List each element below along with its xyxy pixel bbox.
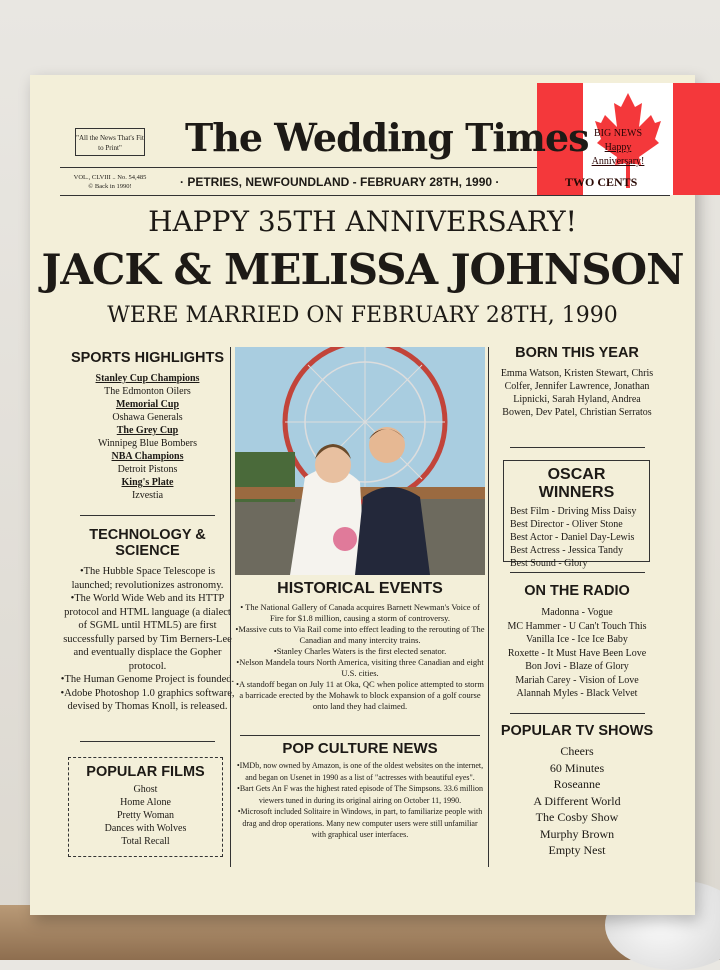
oscar-item: Best Film - Driving Miss Daisy — [510, 506, 637, 517]
happy-anniversary-link: Happy Anniversary! — [591, 142, 645, 167]
couple-names: JACK & MELISSA JOHNSON — [41, 245, 684, 294]
sports-section — [60, 350, 235, 502]
married-date: WERE MARRIED ON FEBRUARY 28TH, 1990 — [107, 303, 618, 328]
radio-item: Roxette - It Must Have Been Love — [507, 647, 647, 659]
sports-category: Stanley Cup Champions — [95, 373, 200, 384]
tv-show-item: Empty Nest — [548, 843, 606, 857]
pop-culture-item: •Microsoft included Solitaire in Windows, in part, to familiarize people with drag and drop operations. Many new computer users were still unfamiliar with graphical user interfaces. — [237, 807, 483, 839]
historical-item: •Stanley Charles Waters is the first elected senator. — [273, 646, 447, 656]
tech-item: •Adobe Photoshop 1.0 graphics software, devised by Thomas Knoll, is released. — [60, 687, 235, 712]
motto-box: "All the News That's Fit to Print" — [75, 128, 145, 156]
column-divider — [230, 347, 231, 867]
film-item: Dances with Wolves — [104, 823, 187, 834]
sports-category: The Grey Cup — [116, 425, 179, 436]
radio-section — [492, 583, 662, 701]
volume-info — [70, 173, 150, 191]
tv-section — [492, 723, 662, 859]
oscar-box — [503, 460, 650, 569]
divider — [60, 195, 670, 196]
sports-heading — [60, 398, 235, 411]
sports-heading — [60, 424, 235, 437]
oscar-item: Best Actress - Jessica Tandy — [510, 545, 623, 556]
historical-item: •Massive cuts to Via Rail come into effect leading to the rerouting of The Canadian and many intercity trains. — [235, 624, 485, 645]
column-divider — [488, 347, 489, 867]
films-box — [68, 757, 223, 857]
divider — [510, 713, 645, 714]
sports-winner: Izvestia — [131, 490, 164, 501]
newspaper-print — [30, 75, 695, 915]
radio-item: Bon Jovi - Blaze of Glory — [525, 661, 629, 672]
anniversary-headline: HAPPY 35TH ANNIVERSARY! — [148, 205, 577, 238]
sports-category: NBA Champions — [111, 451, 184, 462]
tv-show-item: The Cosby Show — [535, 810, 619, 824]
big-news-label: BIG NEWS — [593, 128, 643, 139]
sports-winner: Winnipeg Blue Bombers — [97, 438, 198, 449]
historical-item: • The National Gallery of Canada acquires Barnett Newman's Voice of Fire for $1.8 million, causing a storm of controversy. — [240, 602, 480, 623]
radio-item: Alannah Myles - Black Velvet — [516, 688, 638, 699]
pop-culture-item: •IMDb, now owned by Amazon, is one of the oldest websites on the internet, and began on Usenet in 1990 as a list of "actresses with beautiful eyes". — [236, 761, 484, 782]
section-title: HISTORICAL EVENTS — [277, 580, 443, 597]
born-section — [492, 345, 662, 419]
sports-winner: The Edmonton Oilers — [104, 386, 191, 397]
pop-culture-section — [235, 740, 485, 841]
section-title: POP CULTURE NEWS — [282, 740, 438, 757]
historical-item: •Nelson Mandela tours North America, visiting three Canadian and eight U.S. cities. — [236, 657, 484, 678]
volume-number: VOL., CLVIII .. No. 54,485 — [73, 174, 147, 181]
pop-culture-item: •Bart Gets An F was the highest rated episode of The Simpsons. 33.6 million viewers tuned in during its original airing on October 11, 1990. — [237, 784, 483, 805]
sports-winner: Detroit Pistons — [117, 464, 178, 475]
oscar-item: Best Director - Oliver Stone — [510, 519, 623, 530]
oscar-item: Best Actor - Daniel Day-Lewis — [510, 532, 635, 543]
oscar-item: Best Sound - Glory — [510, 558, 588, 569]
tech-item: •The Human Genome Project is founded. — [60, 674, 235, 685]
born-list: Emma Watson, Kristen Stewart, Chris Colfer, Jennifer Lawrence, Jonathan Lipnicki, Sarah Hyland, Andrea Bowen, Dev Patel, Christian Serratos — [500, 368, 654, 418]
section-title: OSCAR WINNERS — [538, 466, 615, 501]
radio-item: Vanilla Ice - Ice Ice Baby — [526, 634, 628, 645]
historical-section — [235, 580, 485, 712]
section-title: TECHNOLOGY & SCIENCE — [89, 527, 206, 559]
tv-show-item: 60 Minutes — [549, 760, 605, 775]
tech-section — [60, 527, 235, 714]
section-title: ON THE RADIO — [524, 583, 630, 599]
sports-category: King's Plate — [121, 477, 174, 488]
back-note: © Back in 1990! — [88, 183, 132, 190]
big-news — [578, 127, 658, 169]
tv-show-item: Cheers — [560, 744, 594, 758]
tv-show-item: Murphy Brown — [539, 826, 615, 841]
sports-category: Memorial Cup — [115, 399, 180, 410]
sports-heading — [60, 450, 235, 463]
wedding-photo — [235, 347, 485, 575]
tv-show-item: Roseanne — [553, 777, 601, 791]
price: TWO CENTS — [565, 175, 638, 189]
section-title: POPULAR TV SHOWS — [500, 723, 654, 739]
divider — [240, 735, 480, 736]
divider — [80, 741, 215, 742]
section-title: SPORTS HIGHLIGHTS — [70, 350, 225, 366]
tv-show-item: A Different World — [533, 793, 621, 808]
sports-winner: Oshawa Generals — [112, 412, 183, 423]
film-item: Home Alone — [120, 797, 171, 808]
divider — [80, 515, 215, 516]
radio-item: Mariah Carey - Vision of Love — [515, 674, 639, 686]
radio-item: MC Hammer - U Can't Touch This — [507, 620, 647, 632]
film-item: Ghost — [133, 784, 158, 795]
dateline: · PETRIES, NEWFOUNDLAND - FEBRUARY 28TH, 1990 · — [180, 175, 500, 189]
radio-item: Madonna - Vogue — [541, 607, 613, 618]
tech-item: •The World Wide Web and its HTTP protocol and HTML language (a dialect of SGML until HTML5) are first successfully parsed by Tim Berners-Lee and eventually displace the Gopher protocol. — [63, 593, 232, 672]
divider — [510, 447, 645, 448]
film-item: Pretty Woman — [116, 810, 175, 821]
divider — [510, 572, 645, 573]
section-title: BORN THIS YEAR — [515, 345, 639, 361]
sports-heading — [60, 372, 235, 385]
film-item: Total Recall — [121, 836, 170, 847]
sports-heading — [60, 476, 235, 489]
tech-item: •The Hubble Space Telescope is launched; revolutionizes astronomy. — [71, 566, 224, 591]
section-title: POPULAR FILMS — [86, 764, 205, 780]
masthead-title: The Wedding Times — [185, 115, 589, 160]
historical-item: •A standoff began on July 11 at Oka, QC when police attempted to storm a barricade erected by the Mohawk to block expansion of a golf course onto land they had claimed. — [235, 679, 484, 711]
